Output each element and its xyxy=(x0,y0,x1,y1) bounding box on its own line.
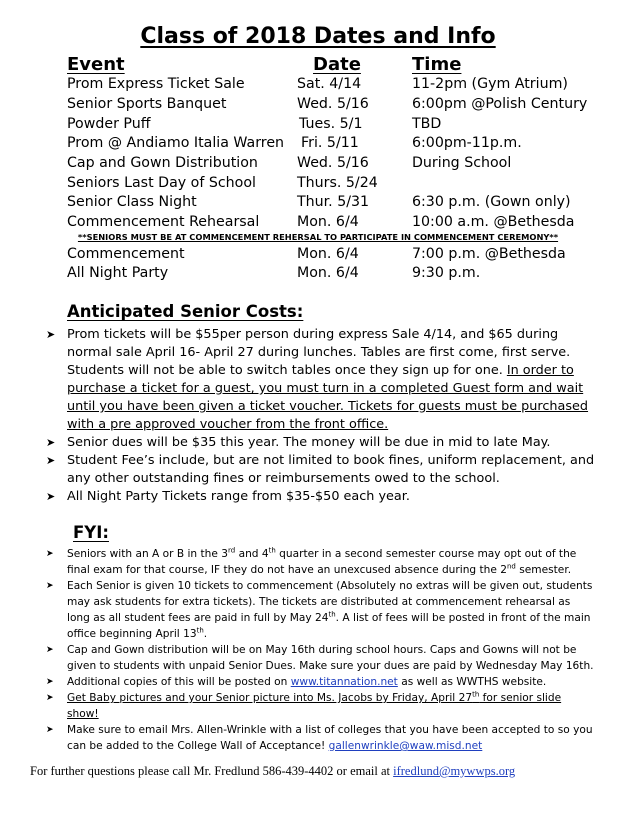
rehearsal-requirement-note: **SENIORS MUST BE AT COMMENCEMENT REHERSAL TO PARTICIPATE IN COMMENCEMENT CEREMONY** xyxy=(77,232,559,242)
event-date: Wed. 5/16 xyxy=(297,155,369,171)
event-time: 6:00pm-11p.m. xyxy=(412,135,522,151)
fyi-text: semester. xyxy=(515,564,572,576)
allen-wrinkle-email-link[interactable]: gallenwrinkle@waw.misd.net xyxy=(328,740,483,752)
event-date: Thurs. 5/24 xyxy=(297,175,378,191)
list-item xyxy=(0,642,636,674)
event-date: Mon. 6/4 xyxy=(297,246,359,262)
table-row xyxy=(0,116,636,136)
table-row xyxy=(0,76,636,96)
event-time: 11-2pm (Gym Atrium) xyxy=(412,76,568,92)
arrow-bullet-icon: ➤ xyxy=(46,725,54,735)
list-item xyxy=(0,452,636,488)
guest-ticket-policy: In order to purchase a ticket for a guest, you must turn in a completed Guest form and wait until you have been given a ticket voucher. Tickets for guests must be purchased with a pre approved voucher from the front office. xyxy=(67,363,589,432)
arrow-bullet-icon: ➤ xyxy=(46,677,54,687)
fyi-text: . A list of fees will be posted in front of the main office beginning April 13 xyxy=(67,612,591,640)
table-row xyxy=(0,194,636,214)
event-date: Tues. 5/1 xyxy=(299,116,363,132)
list-item xyxy=(0,488,636,506)
table-row xyxy=(0,265,636,285)
fyi-text: as well as WWTHS website. xyxy=(397,676,547,688)
event-time: 6:00pm @Polish Century xyxy=(412,96,588,112)
table-row xyxy=(0,246,636,266)
titannation-link[interactable]: www.titannation.net xyxy=(290,676,398,688)
event-name: Cap and Gown Distribution xyxy=(67,155,258,171)
fyi-text: Cap and Gown distribution will be on May 16th during school hours. Caps and Gowns will not be given to students with unpaid Senior Dues. Make sure your dues are paid by Wednesday May 16th. xyxy=(67,644,594,672)
fyi-heading: FYI: xyxy=(73,523,109,542)
event-date: Fri. 5/11 xyxy=(301,135,359,151)
table-row xyxy=(0,135,636,155)
event-date: Mon. 6/4 xyxy=(297,214,359,230)
ordinal-suffix: rd xyxy=(228,546,236,555)
fredlund-email-link[interactable]: ifredlund@mywwps.org xyxy=(393,764,516,778)
page-title: Class of 2018 Dates and Info xyxy=(140,24,496,49)
list-item xyxy=(0,674,636,690)
ordinal-suffix: th xyxy=(328,610,336,619)
event-name: Senior Class Night xyxy=(67,194,197,210)
list-item xyxy=(0,434,636,452)
arrow-bullet-icon: ➤ xyxy=(46,328,56,341)
ordinal-suffix: th xyxy=(472,690,480,699)
prom-tickets-text: Prom tickets will be $55per person during express Sale 4/14, and $65 during normal sale April 16- April 27 during lunches. Tables are first come, first serve. Students will not be able to switch tables once they sign up for one. xyxy=(67,327,571,378)
fyi-text: . xyxy=(203,628,208,640)
arrow-bullet-icon: ➤ xyxy=(46,581,54,591)
arrow-bullet-icon: ➤ xyxy=(46,549,54,559)
fyi-text: Each Senior is given 10 tickets to commencement (Absolutely no extras will be given out, students may ask students for extra tickets). The tickets are distributed at commencement rehearsal as long as all student fees are paid in full by May 24 xyxy=(67,580,593,624)
arrow-bullet-icon: ➤ xyxy=(46,436,56,449)
event-date: Sat. 4/14 xyxy=(297,76,362,92)
event-name: Powder Puff xyxy=(67,116,151,132)
list-item xyxy=(0,326,636,434)
event-date: Wed. 5/16 xyxy=(297,96,369,112)
senior-costs-heading: Anticipated Senior Costs: xyxy=(67,302,304,321)
fyi-text: for senior slide show! xyxy=(67,692,562,720)
table-row xyxy=(0,175,636,195)
event-name: Commencement Rehearsal xyxy=(67,214,260,230)
fyi-text: quarter in a second semester course may opt out of the final exam for that course, IF they do not have an unexcused absence during the 2 xyxy=(67,548,577,576)
event-time: 9:30 p.m. xyxy=(412,265,481,281)
student-fees-text: Student Fee’s include, but are not limited to book fines, uniform replacement, and any other outstanding fines or reimbursements owed to the school. xyxy=(67,453,595,486)
footer-text: For further questions please call Mr. Fredlund 586-439-4402 or email at xyxy=(30,764,394,778)
list-item xyxy=(0,578,636,642)
event-time: 10:00 a.m. @Bethesda xyxy=(412,214,575,230)
event-date: Thur. 5/31 xyxy=(297,194,370,210)
event-time: TBD xyxy=(412,116,442,132)
arrow-bullet-icon: ➤ xyxy=(46,645,54,655)
senior-dues-text: Senior dues will be $35 this year. The money will be due in mid to late May. xyxy=(67,435,551,450)
event-date: Mon. 6/4 xyxy=(297,265,359,281)
arrow-bullet-icon: ➤ xyxy=(46,693,54,703)
event-time: During School xyxy=(412,155,512,171)
fyi-list xyxy=(0,546,636,754)
fyi-text: Seniors with an A or B in the 3 xyxy=(67,548,229,560)
list-item xyxy=(0,690,636,722)
event-name: Commencement xyxy=(67,246,185,262)
event-time: 7:00 p.m. @Bethesda xyxy=(412,246,566,262)
list-item xyxy=(0,722,636,754)
arrow-bullet-icon: ➤ xyxy=(46,454,56,467)
all-night-party-text: All Night Party Tickets range from $35-$50 each year. xyxy=(67,489,410,504)
footer-contact xyxy=(30,764,515,779)
event-name: Senior Sports Banquet xyxy=(67,96,227,112)
fyi-text: and 4 xyxy=(235,548,269,560)
fyi-text: Get Baby pictures and your Senior picture into Ms. Jacobs by Friday, April 27 xyxy=(67,692,473,704)
fyi-text: Additional copies of this will be posted on xyxy=(67,676,291,688)
event-name: Prom Express Ticket Sale xyxy=(67,76,245,92)
table-row xyxy=(0,214,636,234)
date-column-header: Date xyxy=(313,54,361,75)
ordinal-suffix: th xyxy=(268,546,276,555)
arrow-bullet-icon: ➤ xyxy=(46,490,56,503)
time-column-header: Time xyxy=(412,54,462,75)
ordinal-suffix: th xyxy=(196,626,204,635)
senior-costs-list xyxy=(0,326,636,506)
table-row xyxy=(0,155,636,175)
list-item xyxy=(0,546,636,578)
fyi-text: Make sure to email Mrs. Allen-Wrinkle with a list of colleges that you have been accepted to so you can be added to the College Wall of Acceptance! xyxy=(67,724,593,752)
table-row xyxy=(0,96,636,116)
event-time: 6:30 p.m. (Gown only) xyxy=(412,194,571,210)
event-name: All Night Party xyxy=(67,265,169,281)
event-column-header: Event xyxy=(67,54,125,75)
event-name: Seniors Last Day of School xyxy=(67,175,256,191)
ordinal-suffix: nd xyxy=(507,562,516,571)
event-name: Prom @ Andiamo Italia Warren xyxy=(67,135,285,151)
